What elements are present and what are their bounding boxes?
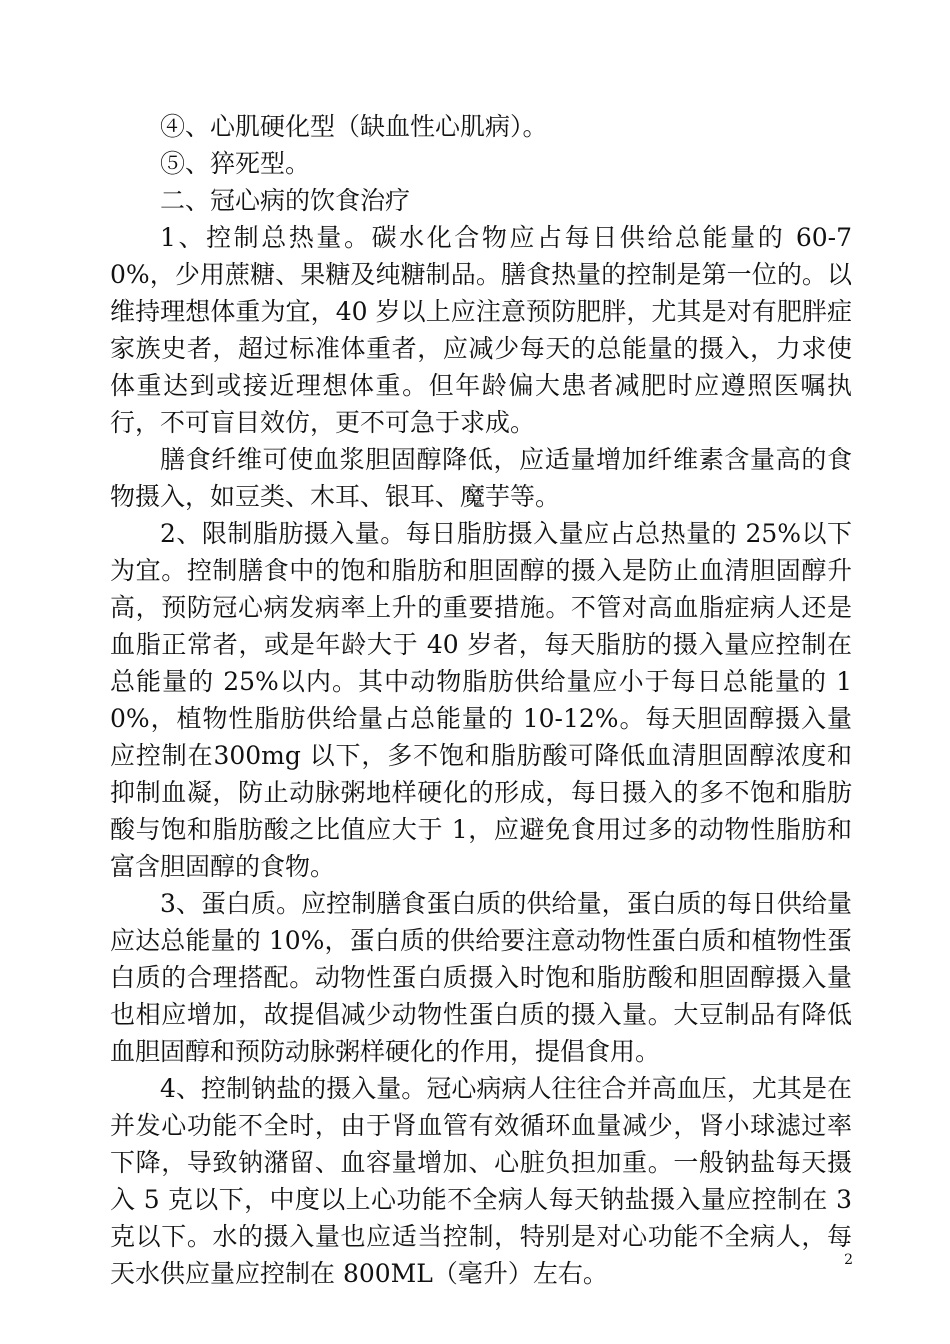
list-item-sudden-death: ⑤、猝死型。	[160, 149, 311, 178]
section-heading-diet-therapy: 二、冠心病的饮食治疗	[160, 186, 411, 215]
paragraph-dietary-fiber: 膳食纤维可使血浆胆固醇降低，应适量增加纤维素含量高的食物摄入，如豆类、木耳、银耳、魔芋等。	[110, 445, 852, 511]
paragraph-fat-intake: 2、限制脂肪摄入量。每日脂肪摄入量应占总热量的 25%以下为宜。控制膳食中的饱和脂肪和胆固醇的摄入是防止血清胆固醇升高，预防冠心病发病率上升的重要措施。不管对高血脂症病人还是血脂正常者，或是年龄大于 40 岁者，每天脂肪的摄入量应控制在总能量的 25%以内。其中动物脂肪供给量应小于每日总能量的 10%，植物性脂肪供给量占总能量的 10-12%。每天胆固醇摄入量应控制在300mg 以下，多不饱和脂肪酸可降低血清胆固醇浓度和抑制血凝，防止动脉粥地样硬化的形成，每日摄入的多不饱和脂肪酸与饱和脂肪酸之比值应大于 1，应避免食用过多的动物性脂肪和富含胆固醇的食物。	[110, 519, 852, 881]
page-number: 2	[844, 1252, 853, 1268]
document-body	[110, 108, 852, 1292]
paragraph-total-calories: 1、控制总热量。碳水化合物应占每日供给总能量的 60-70%，少用蔗糖、果糖及纯糖制品。膳食热量的控制是第一位的。以维持理想体重为宜，40 岁以上应注意预防肥胖，尤其是对有肥胖症家族史者，超过标准体重者，应减少每天的总能量的摄入，力求使体重达到或接近理想体重。但年龄偏大患者减肥时应遵照医嘱执行，不可盲目效仿，更不可急于求成。	[110, 223, 852, 437]
paragraph-sodium-intake: 4、控制钠盐的摄入量。冠心病病人往往合并高血压，尤其是在并发心功能不全时，由于肾血管有效循环血量减少，肾小球滤过率下降，导致钠潴留、血容量增加、心脏负担加重。一般钠盐每天摄入 5 克以下，中度以上心功能不全病人每天钠盐摄入量应控制在 3 克以下。水的摄入量也应适当控制，特别是对心功能不全病人，每天水供应量应控制在 800ML（毫升）左右。	[110, 1074, 852, 1288]
paragraph-protein: 3、蛋白质。应控制膳食蛋白质的供给量，蛋白质的每日供给量应达总能量的 10%，蛋白质的供给要注意动物性蛋白质和植物性蛋白质的合理搭配。动物性蛋白质摄入时饱和脂肪酸和胆固醇摄入量也相应增加，故提倡减少动物性蛋白质的摄入量。大豆制品有降低血胆固醇和预防动脉粥样硬化的作用，提倡食用。	[110, 889, 852, 1066]
list-item-myocardial-sclerosis: ④、心肌硬化型（缺血性心肌病）。	[160, 112, 548, 141]
